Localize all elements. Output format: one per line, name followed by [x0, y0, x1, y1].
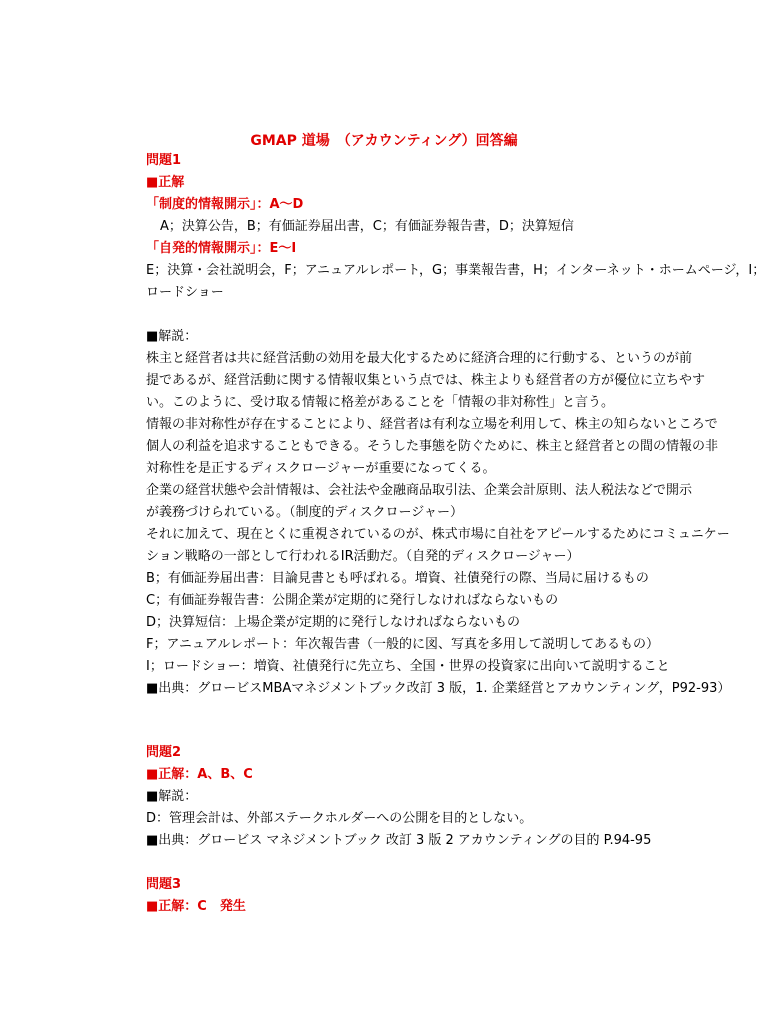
q1-sub1-items: A；決算公告，B；有価証券届出書，C；有価証券報告書，D；決算短信 — [160, 219, 574, 234]
q2-explain-line: D：管理会計は、外部ステークホルダーへの公開を目的としない。 — [146, 811, 533, 826]
q1-sub1-heading: 「制度的情報開示」：A～D — [146, 197, 304, 212]
q1-explain-line: 提であるが、経営活動に関する情報収集という点では、株主よりも経営者の方が優位に立ちやす — [146, 373, 706, 388]
q1-explain-line: D；決算短信：上場企業が定期的に発行しなければならないもの — [146, 615, 521, 630]
q1-explain-line: それに加えて、現在とくに重視されているのが、株式市場に自社をアピールするためにコミュニケー — [146, 527, 730, 542]
q1-explain-line: い。このように、受け取る情報に格差があることを「情報の非対称性」と言う。 — [146, 395, 615, 410]
q1-answer-label: ■正解 — [146, 175, 185, 190]
q2-heading: 問題2 — [146, 745, 182, 760]
q1-explain-line: 株主と経営者は共に経営活動の効用を最大化するために経済合理的に行動する、というのが前 — [146, 351, 693, 366]
q1-explain-label: ■解説： — [146, 329, 198, 344]
q2-explain-label: ■解説： — [146, 789, 198, 804]
q1-source: ■出典：グロービスMBAマネジメントブック改訂 3 版，1. 企業経営とアカウンティング，P92-93） — [146, 681, 731, 696]
q1-explain-line: 対称性を是正するディスクロージャーが重要になってくる。 — [146, 461, 496, 476]
q1-explain-line: 企業の経営状態や会計情報は、会社法や金融商品取引法、企業会計原則、法人税法などで開示 — [146, 483, 693, 498]
q1-explain-line: 個人の利益を追求することもできる。そうした事態を防ぐために、株主と経営者との間の情報の非 — [146, 439, 719, 454]
q1-explain-line: 情報の非対称性が存在することにより、経営者は有利な立場を利用して、株主の知らないところで — [146, 417, 718, 432]
q1-explain-line: C；有価証券報告書：公開企業が定期的に発行しなければならないもの — [146, 593, 559, 608]
document-title: GMAP 道場 （アカウンティング）回答編 — [250, 133, 518, 149]
q1-sub2-heading: 「自発的情報開示」：E～I — [146, 241, 297, 256]
q3-answer: ■正解：C 発生 — [146, 899, 246, 914]
q2-answer: ■正解：A、B、C — [146, 767, 253, 782]
q1-explain-line: F；アニュアルレポート：年次報告書（一般的に図、写真を多用して説明してあるもの） — [146, 637, 659, 652]
q3-heading: 問題3 — [146, 877, 182, 892]
q1-explain-line: B；有価証券届出書：目論見書とも呼ばれる。増資、社債発行の際、当局に届けるもの — [146, 571, 649, 586]
q2-source: ■出典：グロービス マネジメントブック 改訂 3 版 2 アカウンティングの目的 P.94-95 — [146, 833, 652, 848]
q1-explain-line: ション戦略の一部として行われるIR活動だ。（自発的ディスクロージャー） — [146, 549, 580, 564]
q1-sub2-line1: E；決算・会社説明会，F；アニュアルレポート，G；事業報告書，H；インターネット・ホームページ，I； — [146, 263, 766, 278]
q1-sub2-line2: ロードショー — [146, 285, 224, 300]
q1-explain-line: が義務づけられている。（制度的ディスクロージャー） — [146, 505, 463, 520]
q1-heading: 問題1 — [146, 153, 182, 168]
q1-explain-line: I；ロードショー：増資、社債発行に先立ち、全国・世界の投資家に出向いて説明すること — [146, 659, 670, 674]
